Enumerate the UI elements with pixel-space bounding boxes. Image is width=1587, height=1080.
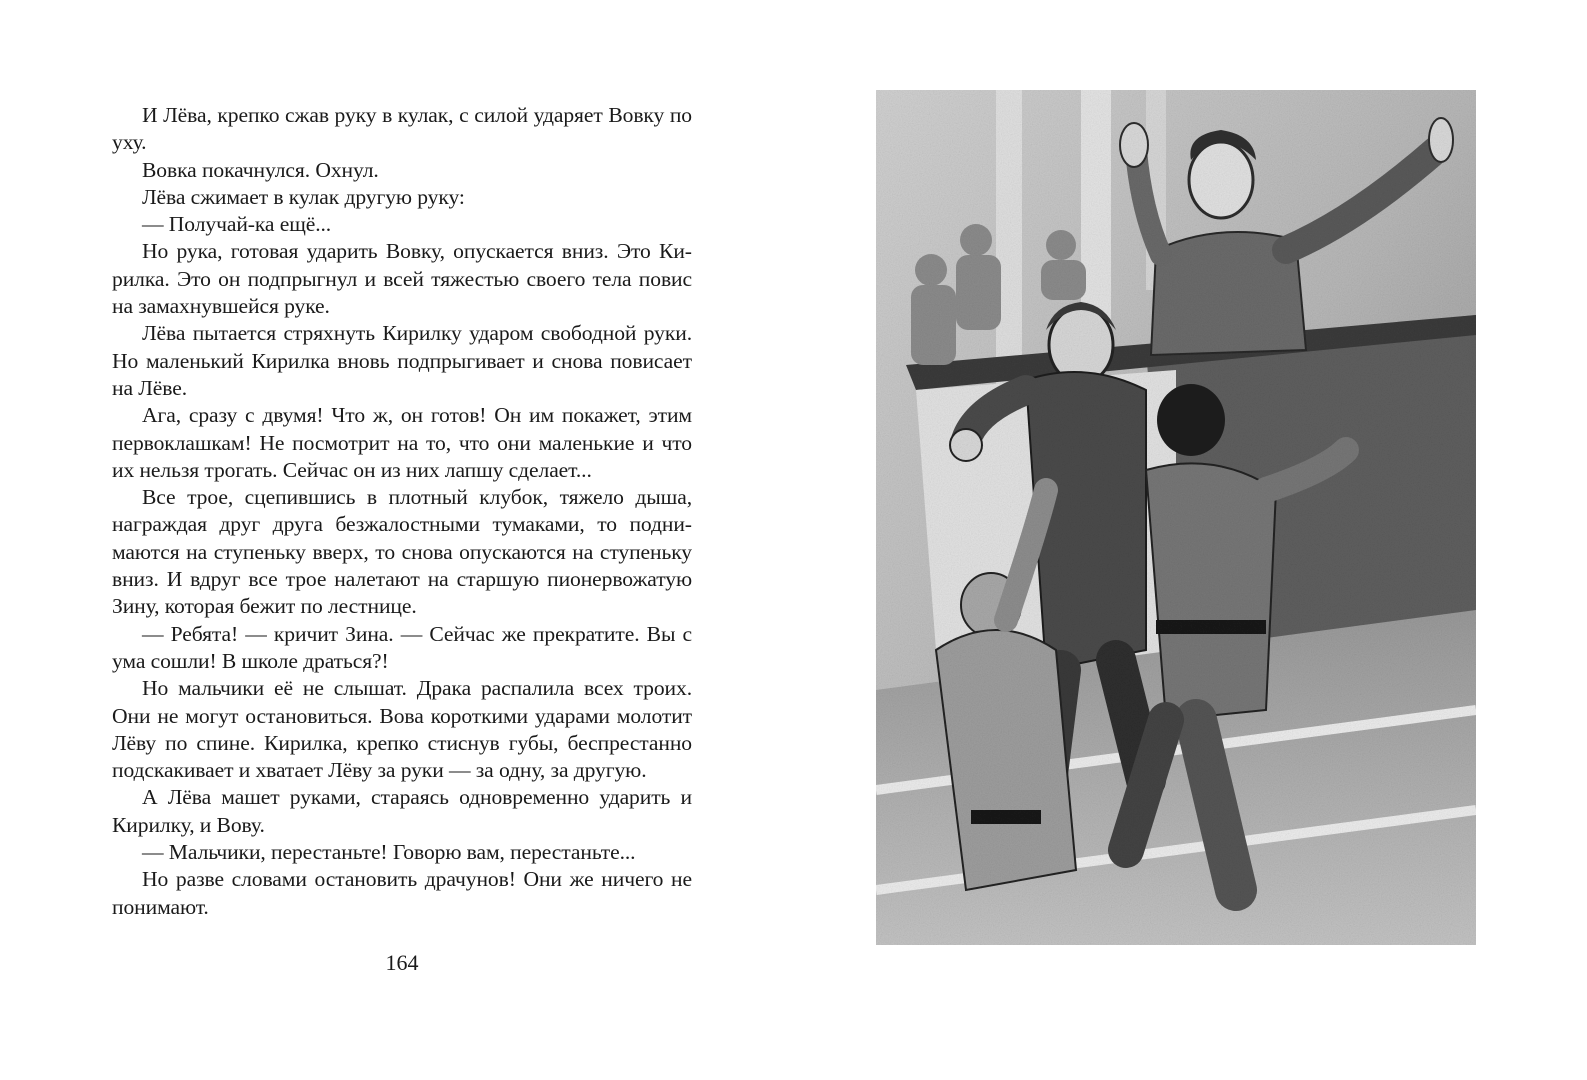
- illustration-drawing: [876, 90, 1476, 945]
- paragraph: Но разве словами остановить драчунов! Они же ничего не понимают.: [112, 867, 692, 919]
- paragraph: И Лёва, крепко сжав руку в кулак, с силой ударяет Вовку по уху.: [112, 103, 692, 155]
- paragraph: Лёва сжимает в кулак другую руку:: [142, 184, 465, 209]
- paragraph: Но мальчики её не слышат. Драка распалила всех троих. Они не могут остановиться. Вова короткими ударами молотит Лёву по спине. Кирилка, крепко стиснув губы, беспрестанно подскакивает и хватает Лёву за руки — за одну, за другую.: [112, 676, 692, 783]
- paragraph: Ага, сразу с двумя! Что ж, он готов! Он им покажет, этим первоклашкам! Не посмотрит на то, что они маленькие и что их нельзя трогать. Сейчас он из них лапшу сделает...: [112, 403, 692, 482]
- paragraph: А Лёва машет руками, стараясь одновременно ударить и Кирилку, и Вову.: [112, 785, 692, 837]
- paragraph: Лёва пытается стряхнуть Кирилку ударом свободной руки. Но маленький Кирилка вновь подпрыгивает и снова повисает на Лёве.: [112, 321, 692, 400]
- paragraph: Но рука, готовая ударить Вовку, опускается вниз. Это Кирилка. Это он подпрыгнул и всей тяжестью своего тела повис на замахнувшейся руке.: [112, 239, 692, 319]
- illustration: [876, 90, 1476, 945]
- paragraph: — Получай-ка ещё...: [142, 212, 332, 237]
- left-page: [112, 102, 692, 975]
- paragraph: Вовка покачнулся. Охнул.: [142, 157, 379, 182]
- page-number: 164: [385, 950, 419, 975]
- paragraph: — Ребята! — кричит Зина. — Сейчас же прекратите. Вы с ума сошли! В школе драться?!: [112, 621, 692, 673]
- paragraph: — Мальчики, перестаньте! Говорю вам, перестаньте...: [142, 840, 636, 865]
- paragraph: Все трое, сцепившись в плотный клубок, тяжело дыша, награждая друг друга безжалостными тумаками, то поднимаются на ступеньку вверх, то снова опускаются на ступеньку вниз. И вдруг все трое налетают на старшую пионервожатую Зину, которая бежит по лестнице.: [112, 485, 692, 619]
